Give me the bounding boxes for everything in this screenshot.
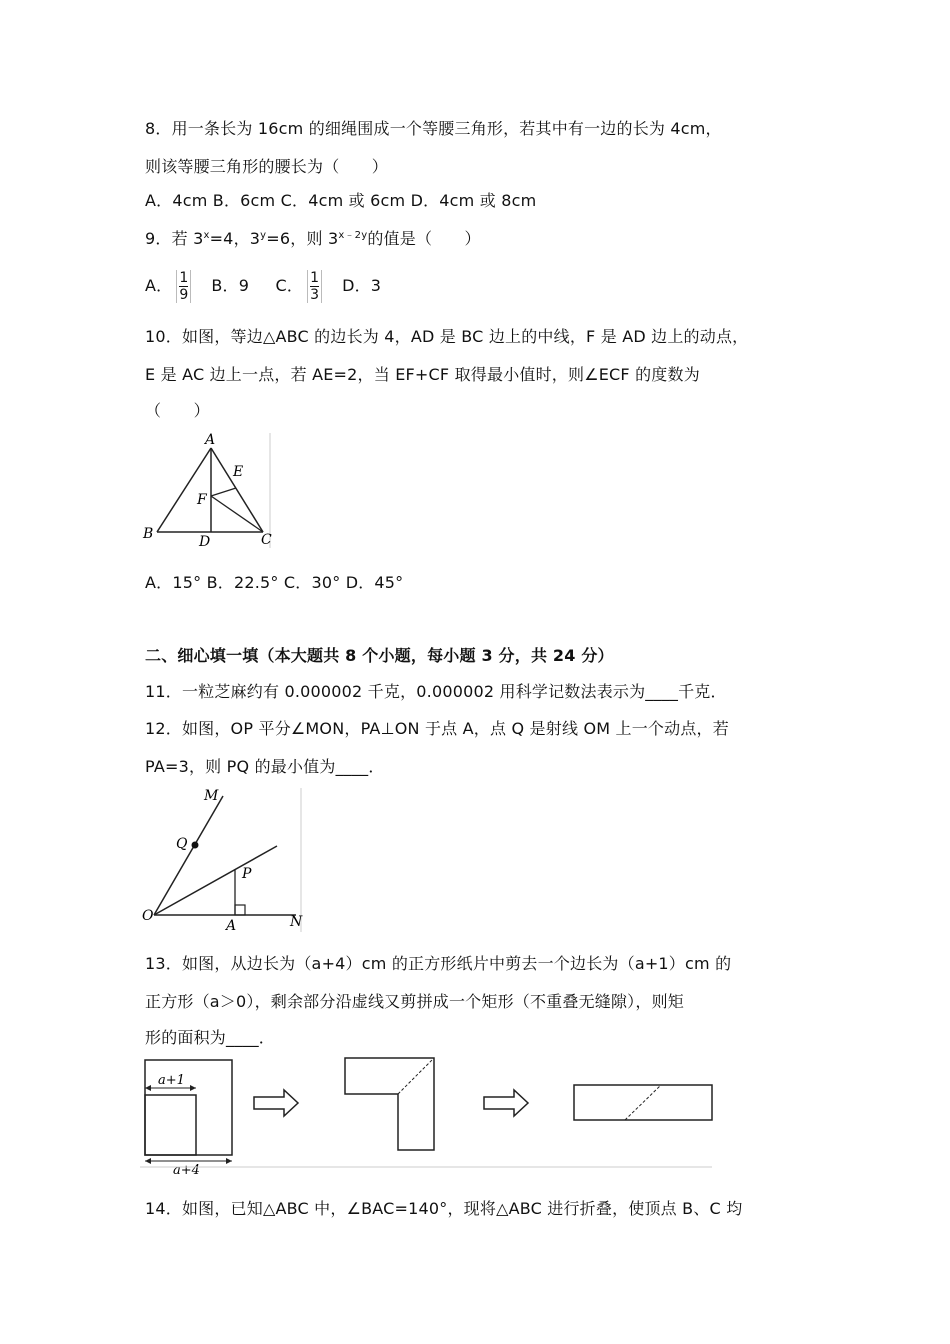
square-cut-figure <box>140 1055 720 1175</box>
arrow-icon-1 <box>254 1090 298 1116</box>
q9-stem: 9．若 $3^x=4$，$3^y=6$，则 $3^{x﹣2y}$的值是（ ） <box>145 229 481 248</box>
section-2-heading: 二、细心填一填（本大题共 8 个小题，每小题 3 分，共 24 分） <box>145 646 614 665</box>
q12-line-1: 12．如图，OP 平分∠MON，PA⊥ON 于点 A，点 Q 是射线 OM 上一个动点，若 <box>145 719 729 738</box>
label-N: N <box>290 914 303 930</box>
q8-line-2: 则该等腰三角形的腰长为（ ） <box>145 157 389 176</box>
q9-options: A． $\frac{1}{9}$ B．9 C． $\frac{1}{3}$ D．3 <box>145 270 382 303</box>
q10-line-3: （ ） <box>145 401 210 420</box>
fraction-one-ninth: $\frac{1}{9}$ <box>176 270 191 303</box>
q8-line-1: 8．用一条长为 16cm 的细绳围成一个等腰三角形，若其中有一边的长为 4cm， <box>145 119 722 138</box>
angle-bisector-figure <box>140 784 310 934</box>
label-F: F <box>197 492 207 508</box>
point-q-dot <box>192 842 199 849</box>
q10-line-1: 10．如图，等边△ABC 的边长为 4，AD 是 BC 边上的中线，F 是 AD 边上的动点， <box>145 327 749 346</box>
label-E: E <box>233 464 244 480</box>
label-A: A <box>205 432 216 448</box>
q8-options: A．4cm B．6cm C．4cm 或 6cm D．4cm 或 8cm <box>145 191 537 210</box>
arrow-icon-2 <box>484 1090 528 1116</box>
label-a-plus-1: a+1 <box>158 1073 185 1088</box>
label-A-12: A <box>226 918 237 934</box>
label-O: O <box>142 908 154 924</box>
label-P: P <box>242 866 252 882</box>
q10-line-2: E 是 AC 边上一点，若 AE=2，当 EF+CF 取得最小值时，则∠ECF 的度数为 <box>145 365 700 384</box>
label-C: C <box>261 532 272 548</box>
fraction-one-third: $\frac{1}{3}$ <box>307 270 322 303</box>
q13-line-3: 形的面积为____． <box>145 1028 276 1047</box>
q13-line-2: 正方形（a＞0），剩余部分沿虚线又剪拼成一个矩形（不重叠无缝隙），则矩 <box>145 992 684 1011</box>
label-D: D <box>199 534 211 550</box>
label-Q: Q <box>176 836 188 852</box>
triangle-figure <box>135 428 280 553</box>
q10-options: A．15° B．22.5° C．30° D．45° <box>145 573 404 592</box>
label-M: M <box>204 788 219 804</box>
label-B: B <box>143 526 154 542</box>
q11-text: 11．一粒芝麻约有 0.000002 千克，0.000002 用科学记数法表示为____千克． <box>145 682 727 701</box>
q14-line-1: 14．如图，已知△ABC 中，∠BAC=140°，现将△ABC 进行折叠，使顶点 B、C 均 <box>145 1199 743 1218</box>
q13-line-1: 13．如图，从边长为（a+4）cm 的正方形纸片中剪去一个边长为（a+1）cm 的 <box>145 954 732 973</box>
label-a-plus-4: a+4 <box>173 1163 200 1175</box>
q12-line-2: PA=3，则 PQ 的最小值为____． <box>145 757 385 776</box>
